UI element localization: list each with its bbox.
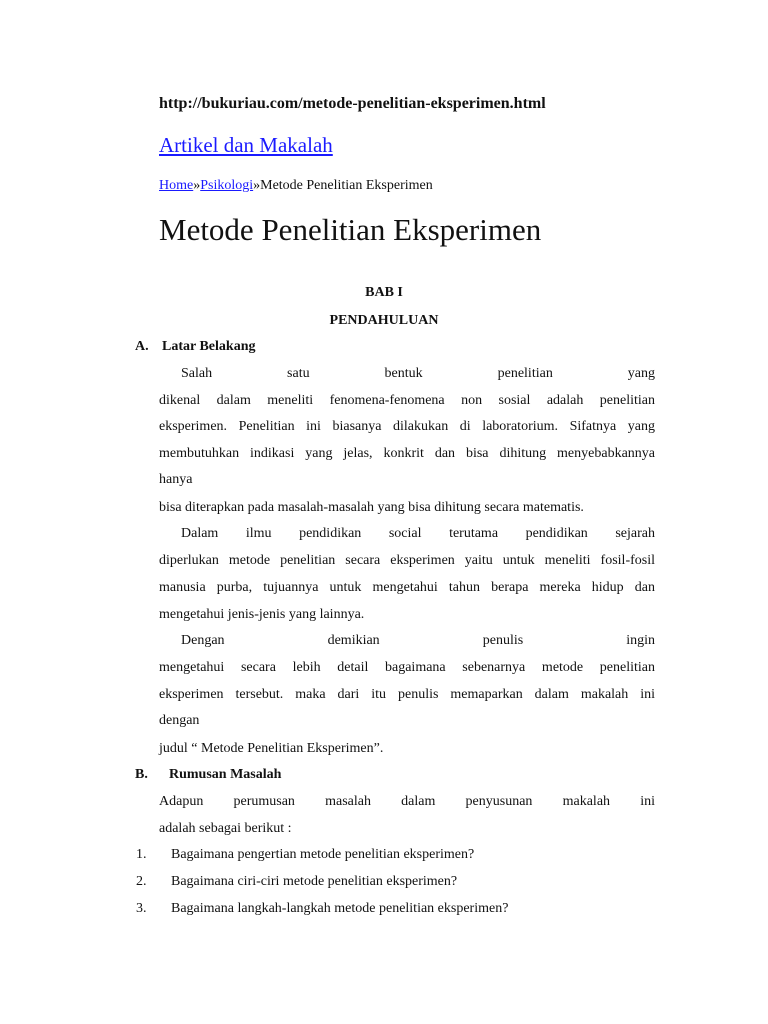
paragraph-line: judul “ Metode Penelitian Eksperimen”. bbox=[159, 741, 384, 756]
paragraph-line: Dengan demikian penulis ingin bbox=[181, 633, 655, 648]
paragraph-line: adalah sebagai berikut : bbox=[159, 821, 292, 836]
breadcrumb-category-link[interactable]: Psikologi bbox=[200, 178, 254, 193]
list-item bbox=[136, 901, 656, 921]
list-number: 1. bbox=[136, 847, 147, 862]
source-url: http://bukuriau.com/metode-penelitian-eksperimen.html bbox=[159, 95, 546, 112]
chapter-label: BAB I bbox=[365, 285, 403, 300]
paragraph-line: Dalam ilmu pendidikan social terutama pendidikan sejarah bbox=[181, 526, 655, 541]
breadcrumb bbox=[159, 178, 433, 194]
paragraph-line: Adapun perumusan masalah dalam penyusunan makalah ini bbox=[159, 794, 655, 809]
section-marker: B. bbox=[135, 767, 148, 782]
breadcrumb-home-link[interactable]: Home bbox=[159, 178, 194, 193]
list-number: 2. bbox=[136, 874, 147, 889]
paragraph-line: mengetahui secara lebih detail bagaimana sebenarnya metode penelitian bbox=[159, 660, 655, 675]
paragraph-line: dikenal dalam meneliti fenomena-fenomena non sosial adalah penelitian bbox=[159, 393, 655, 408]
paragraph-line: membutuhkan indikasi yang jelas, konkrit dan bisa dihitung menyebabkannya bbox=[159, 446, 655, 461]
paragraph-line: hanya bbox=[159, 472, 193, 487]
paragraph-line: mengetahui jenis-jenis yang lainnya. bbox=[159, 607, 365, 622]
list-item bbox=[136, 847, 656, 867]
paragraph-line: manusia purba, tujuannya untuk mengetahui tahun berapa mereka hidup dan bbox=[159, 580, 655, 595]
chapter-title: PENDAHULUAN bbox=[329, 313, 439, 328]
list-number: 3. bbox=[136, 901, 147, 916]
breadcrumb-separator: » bbox=[253, 178, 261, 193]
list-text: Bagaimana pengertian metode penelitian eksperimen? bbox=[171, 847, 475, 862]
section-marker: A. bbox=[135, 339, 149, 354]
list-text: Bagaimana langkah-langkah metode penelitian eksperimen? bbox=[171, 901, 509, 916]
paragraph-line: Salah satu bentuk penelitian yang bbox=[181, 366, 655, 381]
breadcrumb-current: Metode Penelitian Eksperimen bbox=[260, 178, 433, 193]
paragraph-line: dengan bbox=[159, 713, 200, 728]
paragraph-line: diperlukan metode penelitian secara eksperimen yaitu untuk meneliti fosil-fosil bbox=[159, 553, 655, 568]
blog-title-link[interactable]: Artikel dan Makalah bbox=[159, 133, 333, 157]
page-title: Metode Penelitian Eksperimen bbox=[159, 212, 542, 247]
section-title: Latar Belakang bbox=[162, 339, 256, 354]
list-item bbox=[136, 874, 656, 894]
list-text: Bagaimana ciri-ciri metode penelitian eksperimen? bbox=[171, 874, 458, 889]
section-title: Rumusan Masalah bbox=[169, 767, 282, 782]
breadcrumb-separator: » bbox=[193, 178, 201, 193]
paragraph-line: eksperimen tersebut. maka dari itu penulis memaparkan dalam makalah ini bbox=[159, 687, 655, 702]
paragraph-line: eksperimen. Penelitian ini biasanya dilakukan di laboratorium. Sifatnya yang bbox=[159, 419, 655, 434]
paragraph-line: bisa diterapkan pada masalah-masalah yang bisa dihitung secara matematis. bbox=[159, 500, 584, 515]
